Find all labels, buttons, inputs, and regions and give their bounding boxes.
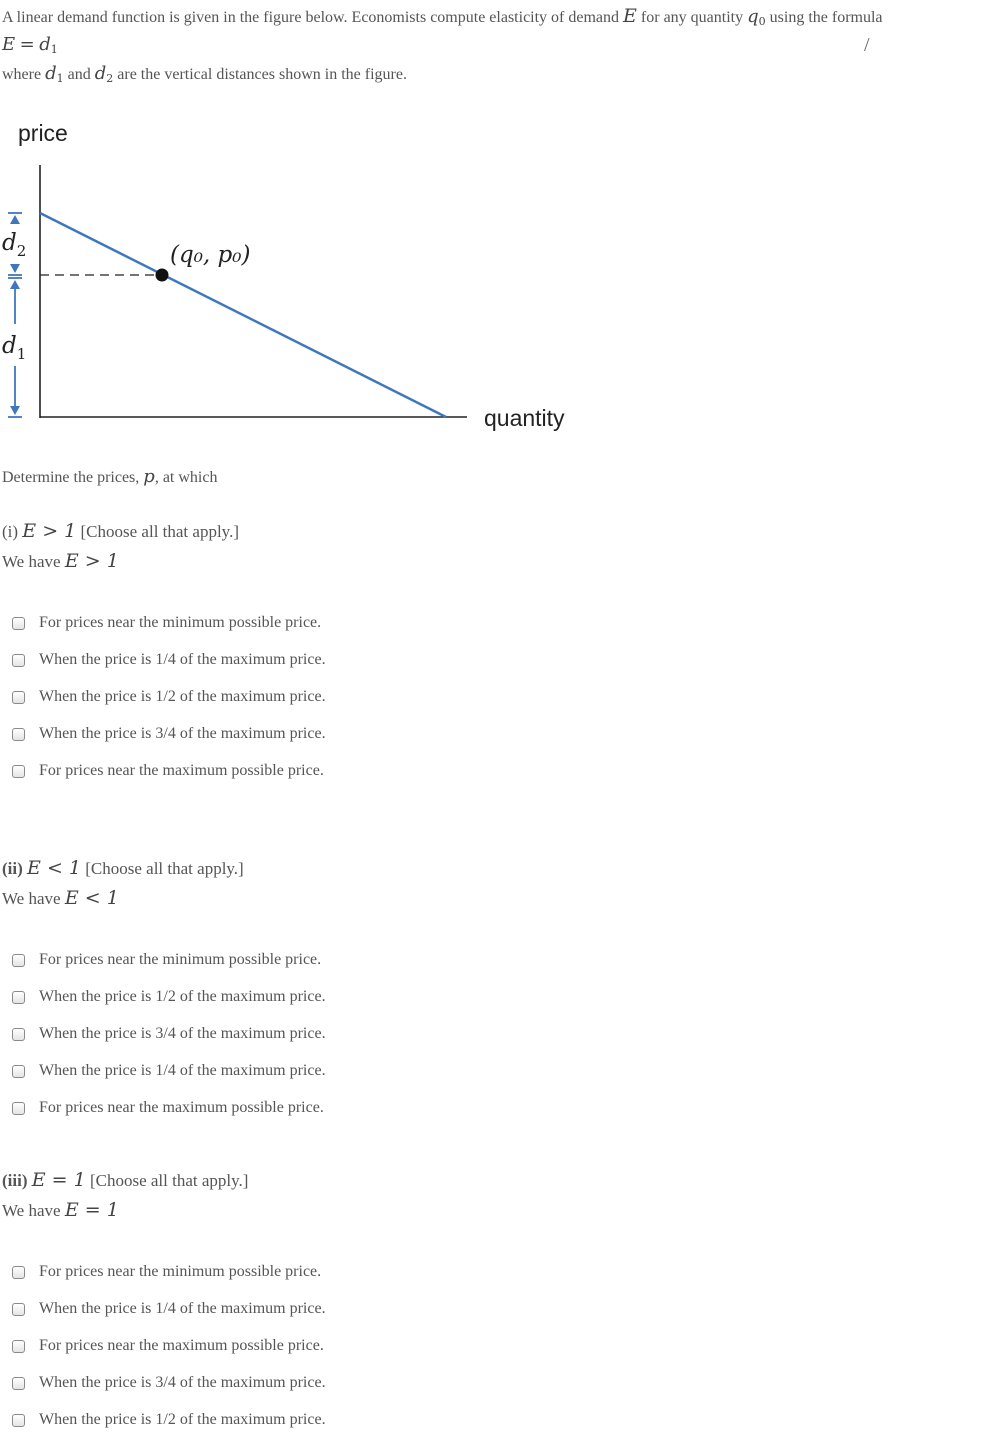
q2-option-4[interactable]: When the price is 1/4 of the maximum price. [12,1060,326,1082]
checkbox[interactable] [12,1065,25,1078]
checkbox[interactable] [12,617,25,630]
question-2-heading: (ii) E < 1 [Choose all that apply.] [2,857,244,879]
checkbox[interactable] [12,728,25,741]
q2-option-2[interactable]: When the price is 1/2 of the maximum price. [12,986,326,1008]
checkbox[interactable] [12,691,25,704]
checkbox[interactable] [12,1102,25,1115]
q1-option-2[interactable]: When the price is 1/4 of the maximum price. [12,649,326,671]
checkbox[interactable] [12,1303,25,1316]
q1-option-4[interactable]: When the price is 3/4 of the maximum price. [12,723,326,745]
question-1-statement: We have E > 1 [2,550,119,572]
q2-option-1[interactable]: For prices near the minimum possible price. [12,949,321,971]
intro-text [2,5,883,28]
intro-text-start: A linear demand function is given in the figure below. Economists compute elasticity of demand [2,9,620,26]
intro-text-mid: for any quantity [640,9,744,26]
checkbox[interactable] [12,765,25,778]
var-q0: $q_0$ [747,6,766,28]
d2-label: $d_2$ [2,230,27,260]
distance-description: where $d_1$ and $d_2$ are the vertical distances shown in the figure. [2,63,407,85]
checkbox[interactable] [12,1028,25,1041]
y-axis-label: price [18,120,68,146]
intro-text-end: using the formula [769,9,883,26]
q3-option-2[interactable]: When the price is 1/4 of the maximum price. [12,1298,326,1320]
q2-option-5[interactable]: For prices near the maximum possible price. [12,1097,324,1119]
checkbox[interactable] [12,1377,25,1390]
q1-option-5[interactable]: For prices near the maximum possible price. [12,760,324,782]
checkbox[interactable] [12,1414,25,1427]
question-1-heading: (i) E > 1 [Choose all that apply.] [2,520,239,542]
determine-prompt: Determine the prices, p, at which [2,466,218,487]
elasticity-formula: $E = d_1$ [2,34,58,56]
q1-option-3[interactable]: When the price is 1/2 of the maximum price. [12,686,326,708]
x-axis-label: quantity [484,405,565,431]
q3-option-1[interactable]: For prices near the minimum possible price. [12,1261,321,1283]
point-label: (q₀, p₀) [170,242,251,268]
q1-option-1[interactable]: For prices near the minimum possible price. [12,612,321,634]
question-3-statement: We have E = 1 [2,1199,119,1221]
var-E: E [623,5,637,27]
checkbox[interactable] [12,654,25,667]
question-3-heading: (iii) E = 1 [Choose all that apply.] [2,1169,249,1191]
question-2-statement: We have E < 1 [2,887,119,909]
demand-figure [0,110,600,440]
point-q0-p0 [156,269,169,282]
q3-option-5[interactable]: When the price is 1/2 of the maximum price. [12,1409,326,1431]
checkbox[interactable] [12,954,25,967]
checkbox[interactable] [12,991,25,1004]
q2-option-3[interactable]: When the price is 3/4 of the maximum price. [12,1023,326,1045]
q3-option-3[interactable]: For prices near the maximum possible price. [12,1335,324,1357]
d1-label: $d_1$ [2,333,27,363]
formula-slash: / [864,34,870,56]
checkbox[interactable] [12,1340,25,1353]
q3-option-4[interactable]: When the price is 3/4 of the maximum price. [12,1372,326,1394]
checkbox[interactable] [12,1266,25,1279]
